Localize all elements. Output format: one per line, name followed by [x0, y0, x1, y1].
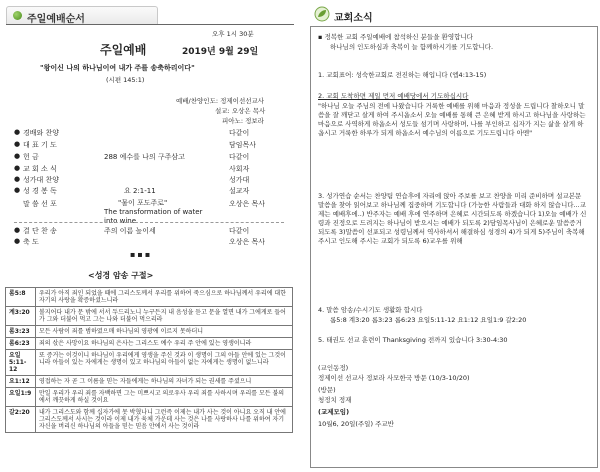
- verse-section-title: <성경 암송 구절>: [88, 271, 154, 280]
- order-row: ● 경배와 찬양 다같이: [14, 128, 250, 137]
- news-item-memorize: 4. 말씀 암송/수시기도 생활화 합시다: [318, 306, 423, 314]
- visit-title: (방문): [318, 386, 336, 394]
- order-row: ● 축 도 오상은 목사: [14, 237, 266, 246]
- church-news-title: 교회소식: [334, 13, 373, 24]
- leaf-icon: [314, 6, 330, 22]
- member-news-body: 정제이선 선교사 정보라 사모한국 방문 (10/3-10/20): [318, 374, 470, 382]
- order-row: ● 성가대 찬양 성가대: [14, 175, 250, 184]
- news-item-prayer-body: "하나님 오늘 주님의 전에 나왔습니다 거룩한 예배를 위해 마음과 정성을 드립니다 찰하오니 말씀을 잘 깨닫고 살게 하여 주시옵소서 오늘 예배를 통해 큰 은혜 받게 하시고 하나님을 사랑하는 마음으로 사역하게 하옵소서 성도들 섬기며 사랑하며, 나를 부인하고 십자가 지는 삶을 살게 하옵시고 거룩한 하루가 되게 하옵소서 예수님의 이름으로 기도드립니다 아멘": [318, 102, 586, 137]
- sermon-label: 말 씀 선 포: [23, 200, 57, 208]
- divider: [14, 222, 284, 223]
- church-news-tab: [314, 5, 414, 23]
- motto-reference: (시편 145:1): [106, 76, 145, 84]
- news-item-prayer-title: 2. 교회 도착하면 제일 먼저 예배당에서 기도하십시다: [318, 92, 469, 100]
- bullet-icon: ●: [14, 164, 21, 172]
- table-row: 갈2:20 내가 그리스도와 함께 십자가에 못 박혔나니 그런즉 이제는 내가 사는 것이 아니요 오직 내 안에 그리스도께서 사시는 것이라 이제 내가 육체 가운데 사는 것은 나를 사랑하사 나를 위하여 자기 자신을 버리신 하나님의 아들을 믿는 믿음 안에서 사는 것이라: [6, 407, 293, 433]
- pianist: 피아노: 정보라: [222, 117, 264, 125]
- news-item-taekwondo: 5. 태권도 선교 훈련이 Thanksgiving 전까지 있습니다 3:30-4:30: [318, 336, 508, 344]
- visit-body: 청정치 정재: [318, 396, 352, 404]
- church-motto: "왕이신 나의 하나님이여 내가 주를 송축하리이다": [40, 64, 195, 72]
- order-row: ● 결 단 찬 송 주의 이름 높이세 다같이: [14, 226, 250, 235]
- table-row: 롬3:23 모든 사람이 죄를 범하였으매 하나님의 영광에 이르지 못하더니: [6, 326, 293, 338]
- service-time: 오후 1시 30분: [212, 30, 254, 38]
- bullet-icon: ●: [14, 140, 21, 148]
- order-row: ● 헌 금 288 예수를 나의 구주삼고 다같이: [14, 152, 250, 161]
- bullet-icon: ●: [14, 175, 21, 183]
- bullet-icon: ●: [14, 186, 21, 194]
- memory-verse-table: [5, 287, 293, 433]
- section-separator: ▪▪▪: [130, 250, 153, 259]
- fellowship-title: (교제모임): [318, 408, 350, 416]
- bullet-icon: ●: [14, 128, 21, 136]
- table-row: 요일1:9 만일 우리가 우리 죄를 자백하면 그는 미쁘시고 의로우사 우리 죄를 사하시며 우리를 모든 불의에서 깨끗하게 하실 것이요: [6, 388, 293, 407]
- order-row: ● 교 회 소 식 사회자: [14, 164, 250, 173]
- bullet-icon: ●: [14, 226, 21, 234]
- member-news-title: (교인동정): [318, 364, 349, 372]
- header-rule: [6, 24, 294, 25]
- service-date: 2019년 9월 29일: [182, 47, 259, 57]
- worship-order-page: [0, 0, 296, 472]
- news-item-memorize-refs: 롬5:8 계3:20 롬3:23 롬6:23 요일5:11-12 요1:12 요일1:9 갈2:20: [330, 316, 527, 324]
- bullet-icon: ●: [14, 237, 21, 245]
- welcome-line: ▪ 정복한 교회 주일예배에 참석하신 분들을 환영합니다: [318, 33, 473, 41]
- table-row: 계3:20 볼지어다 내가 문 밖에 서서 두드리노니 누구든지 내 음성을 듣고 문을 열면 내가 그에게로 들어가 그와 더불어 먹고 그는 나와 더불어 먹으리라: [6, 307, 293, 326]
- news-item-choir: 3. 성가연습 순서는 찬양팀 연습후에 자리에 앉아 주보를 보고 찬양을 미리 준비하며 설교본문 말씀을 찾아 읽어보고 하나님께 집중하며 기도합니다 (가능한 사람들과 대화 하지 않습니다...교제는 예배후에..) 반주자는 예배 후에 연주하며 은혜로 시간되도록 하겠습니다 1)오늘 예배가 신령과 진정으로 드려지는 하나님이 받으시는 예배가 되도록 2)담임목사님이 은혜로운 말씀증거되도록 3)말씀이 선포되고 성령님께서 역사하셔서 해결하심 성경의 4)가 되게 5)주님이 축복해 주시고 인도해 주시는 교회가 되도록 6)교우를 위해: [318, 192, 587, 245]
- table-row: 롬6:23 죄의 삯은 사망이요 하나님의 은사는 그리스도 예수 우리 주 안에 있는 영생이니라: [6, 338, 293, 350]
- news-item-motto: 1. 교회표어: 성숙한교회로 전진하는 해입니다 (엡4:13-15): [318, 71, 487, 79]
- bullet-icon: [13, 11, 22, 20]
- sermon-title-en: The transformation of water into wine: [104, 208, 203, 225]
- service-title: 주일예배: [100, 43, 147, 57]
- preacher: 설교: 오상은 목사: [215, 107, 266, 115]
- order-row: ● 성 경 봉 독 요 2:1-11 설교자: [14, 186, 250, 195]
- sermon-title-kr: "물이 포도주로": [118, 199, 168, 207]
- fellowship-body: 10월6, 20일(주일) 주교반: [318, 420, 394, 428]
- order-row: ● 대 표 기 도 담임목사: [14, 140, 257, 149]
- worship-leader: 예배/찬양인도: 정제이선선교사: [176, 97, 265, 105]
- church-news-page: [304, 0, 600, 472]
- sermon-leader: 오상은 목사: [229, 200, 266, 208]
- table-row: 롬5:8 우리가 아직 죄인 되었을 때에 그리스도께서 우리를 위하여 죽으심으로 하나님께서 우리에 대한 자기의 사랑을 확증하셨느니라: [6, 288, 293, 307]
- table-row: 요일 5:11-12 또 증거는 이것이니 하나님이 우리에게 영생을 주신 것과 이 생명이 그의 아들 안에 있는 그것이니라 아들이 있는 자에게는 생명이 있고 하나님의 아들이 없는 자에게는 생명이 없느니라: [6, 350, 293, 376]
- bullet-icon: ●: [14, 152, 21, 160]
- table-row: 요1:12 영접하는 자 곧 그 이름을 믿는 자들에게는 하나님의 자녀가 되는 권세를 주셨으니: [6, 376, 293, 388]
- worship-order-tab: [6, 6, 158, 25]
- worship-order-title: 주일예배순서: [27, 14, 85, 25]
- blessing-line: 하나님의 인도하심과 축복이 늘 함께하시기를 기도합니다.: [330, 43, 494, 51]
